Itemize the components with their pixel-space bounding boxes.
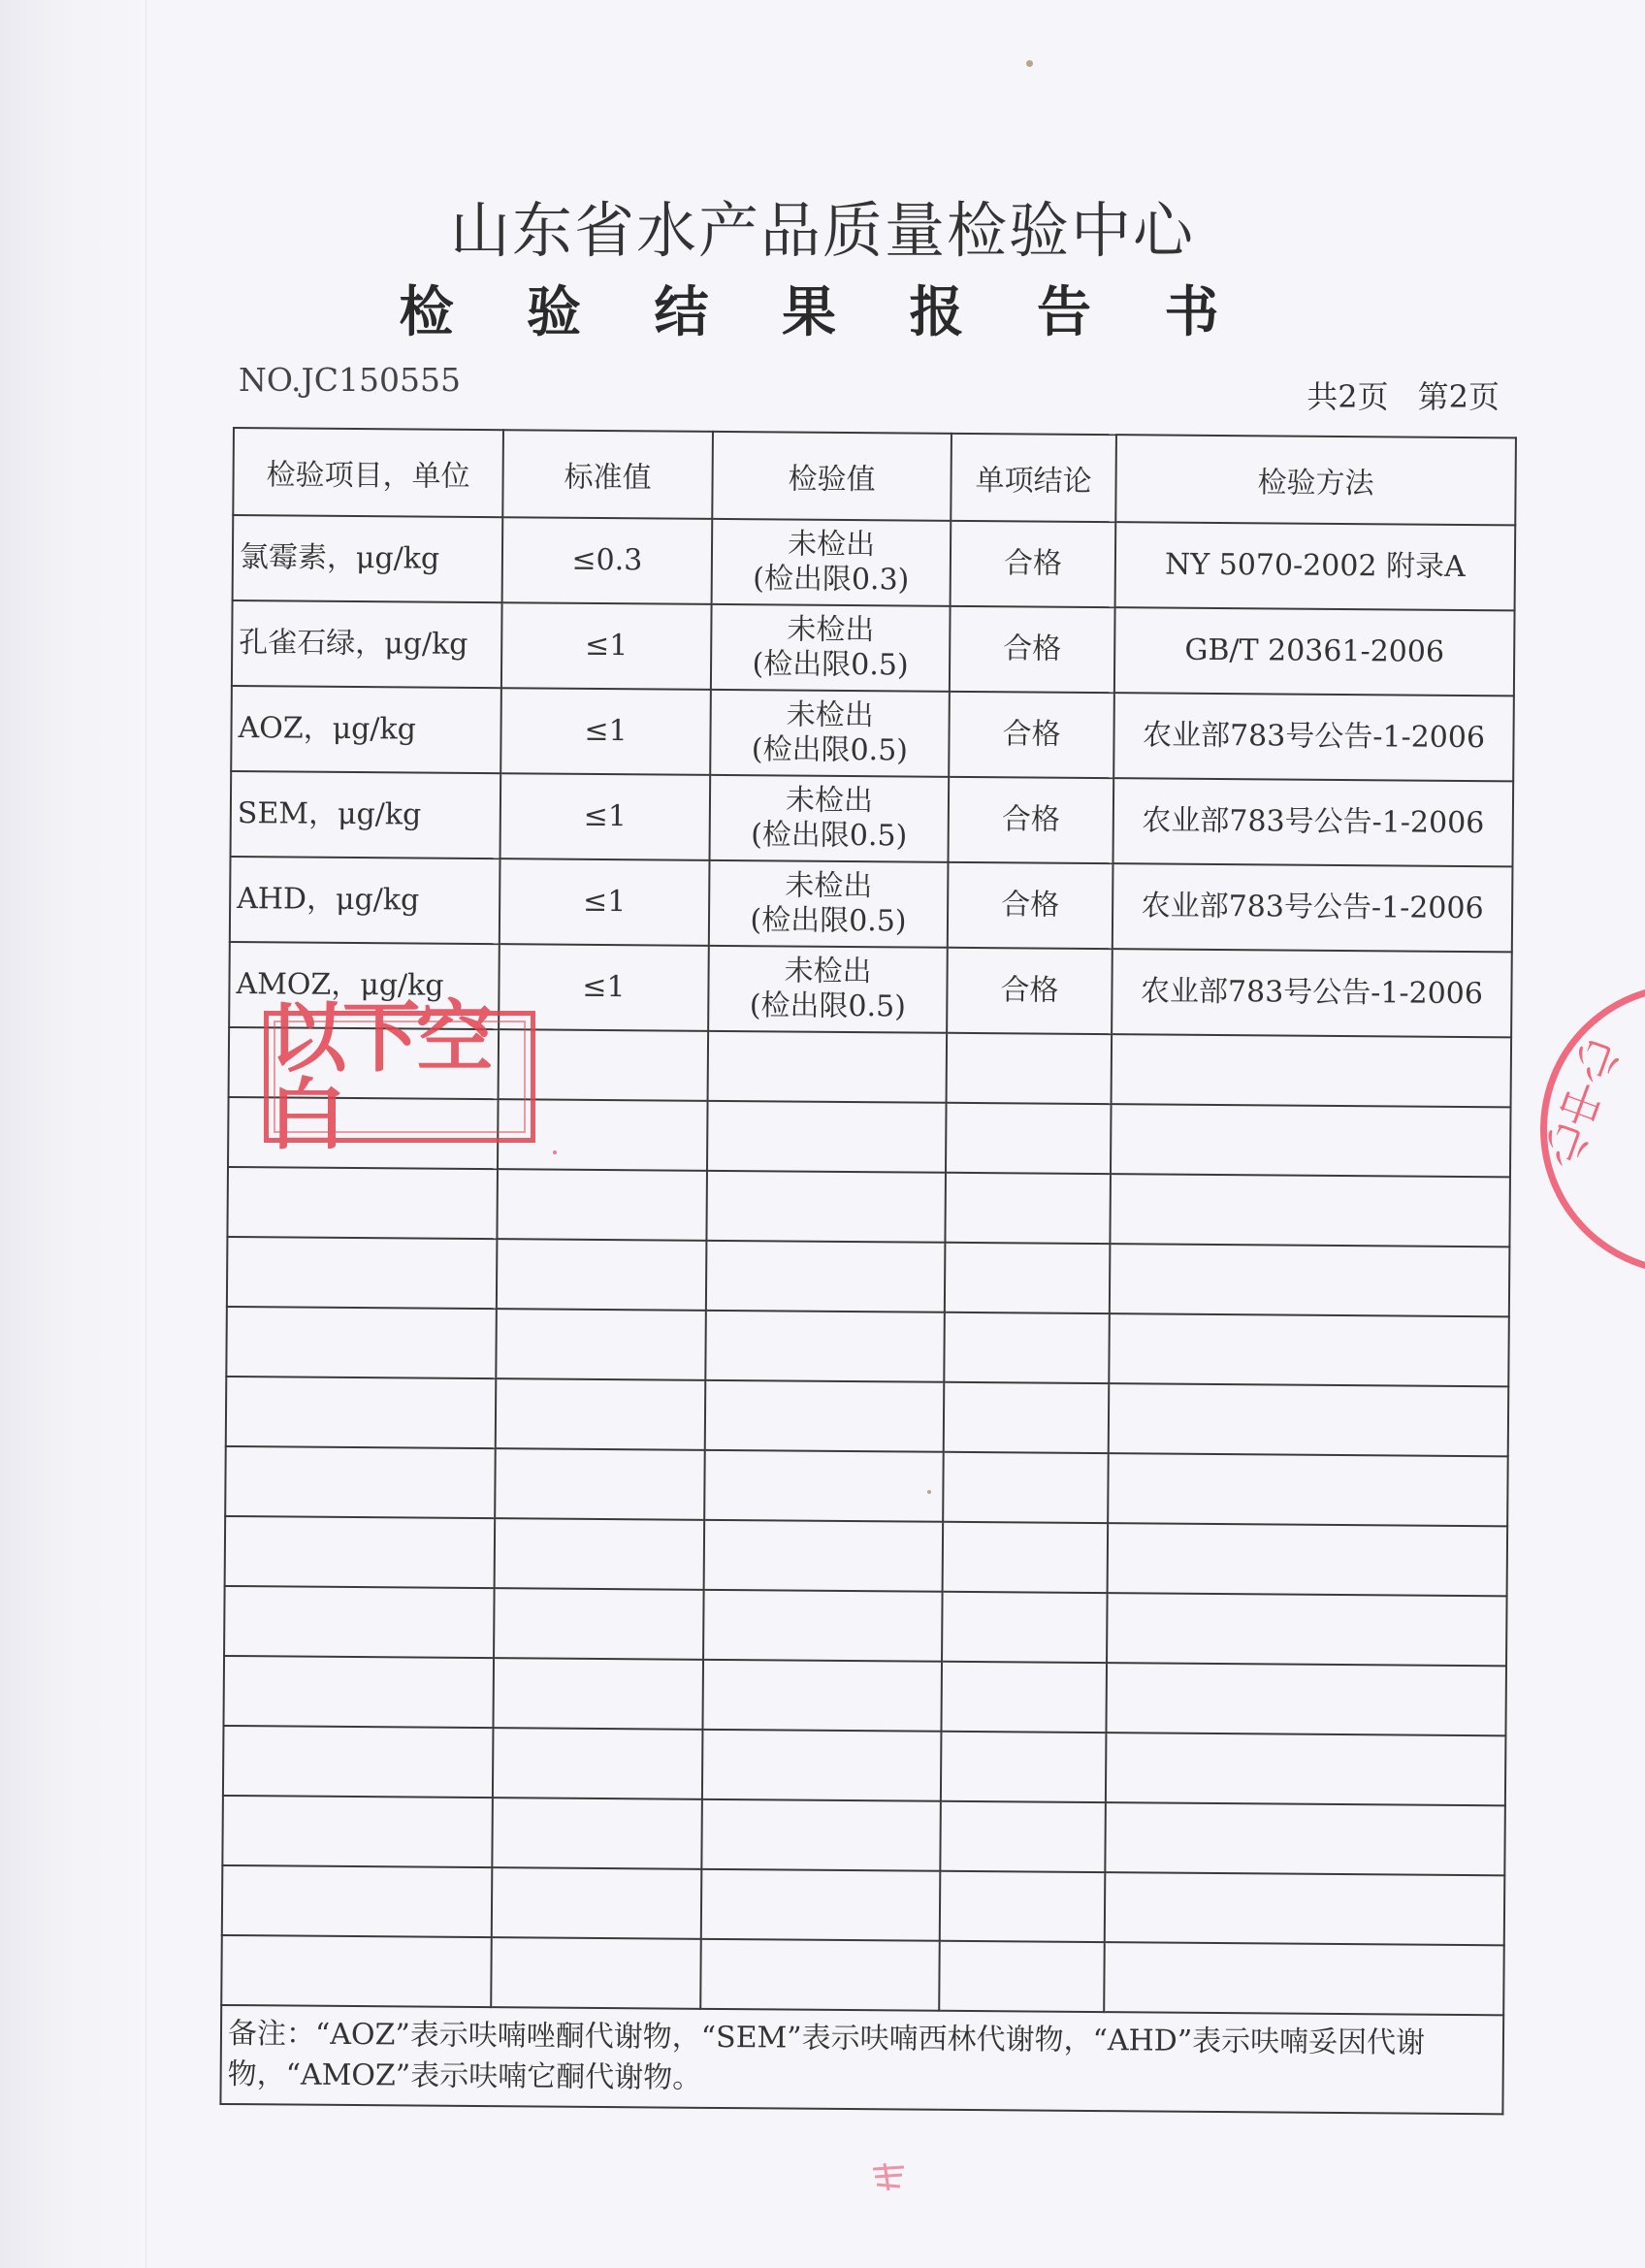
blank-cell bbox=[227, 1237, 498, 1309]
detection-limit-text: (检出限0.5) bbox=[752, 647, 909, 683]
blank-cell bbox=[704, 1450, 944, 1522]
blank-cell bbox=[493, 1728, 703, 1799]
method-cell: NY 5070-2002 附录A bbox=[1115, 522, 1516, 610]
result-text: 未检出 bbox=[785, 868, 873, 904]
blank-cell bbox=[702, 1730, 942, 1801]
paper-speck bbox=[927, 1490, 931, 1494]
table-row bbox=[230, 857, 1513, 952]
column-header: 检验值 bbox=[712, 432, 952, 521]
blank-cell bbox=[226, 1377, 497, 1448]
seal-overlap-mark bbox=[869, 2159, 908, 2194]
blank-cell bbox=[227, 1167, 498, 1239]
blank-cell bbox=[226, 1307, 497, 1378]
item-cell: SEM，μg/kg bbox=[231, 771, 501, 859]
table-row bbox=[231, 686, 1514, 781]
seal-text: 心中心 bbox=[1536, 1032, 1631, 1178]
institution-title: 山东省水产品质量检验中心 bbox=[449, 195, 1195, 266]
blank-cell bbox=[941, 1732, 1107, 1802]
blank-cell bbox=[497, 1239, 707, 1311]
blank-cell bbox=[1105, 1802, 1505, 1875]
blank-row bbox=[227, 1167, 1510, 1247]
note-row bbox=[220, 2005, 1503, 2114]
blank-cell bbox=[945, 1173, 1111, 1244]
blank-cell bbox=[491, 1937, 701, 2009]
blank-cell bbox=[221, 1935, 492, 2007]
blank-row bbox=[227, 1237, 1510, 1316]
result-text: 未检出 bbox=[787, 527, 876, 563]
blank-cell bbox=[703, 1590, 943, 1662]
blank-cell bbox=[224, 1586, 495, 1658]
blank-cell bbox=[701, 1799, 941, 1871]
blank-cell bbox=[702, 1660, 942, 1732]
blank-cell bbox=[496, 1378, 706, 1450]
paper-speck bbox=[553, 1150, 557, 1154]
blank-cell bbox=[496, 1309, 706, 1380]
conclusion-cell: 合格 bbox=[949, 692, 1114, 778]
blank-row bbox=[222, 1796, 1505, 1875]
blank-cell bbox=[701, 1869, 941, 1941]
blank-cell bbox=[223, 1726, 494, 1798]
detection-limit-text: (检出限0.5) bbox=[749, 988, 907, 1024]
blank-cell bbox=[943, 1522, 1109, 1593]
blank-cell bbox=[1108, 1523, 1508, 1596]
result-cell bbox=[712, 519, 952, 606]
blank-cell bbox=[1109, 1313, 1509, 1386]
result-text: 未检出 bbox=[787, 612, 875, 648]
blank-cell bbox=[1107, 1593, 1507, 1666]
blank-row bbox=[224, 1586, 1507, 1666]
blank-cell bbox=[1111, 1104, 1511, 1177]
method-cell: GB/T 20361-2006 bbox=[1114, 607, 1515, 696]
blank-cell bbox=[944, 1382, 1110, 1453]
blank-cell bbox=[940, 1801, 1106, 1872]
column-header: 标准值 bbox=[502, 430, 713, 519]
standard-cell: ≤0.3 bbox=[502, 517, 713, 604]
blank-row bbox=[223, 1726, 1506, 1805]
blank-row bbox=[226, 1377, 1509, 1456]
standard-cell: ≤1 bbox=[500, 859, 710, 946]
blank-cell bbox=[708, 1031, 948, 1103]
item-cell: AHD，μg/kg bbox=[230, 857, 500, 944]
blank-cell bbox=[946, 1103, 1112, 1174]
blank-row bbox=[225, 1446, 1508, 1526]
column-header: 检验方法 bbox=[1115, 435, 1516, 525]
method-cell: 农业部783号公告-1-2006 bbox=[1112, 949, 1512, 1037]
conclusion-cell: 合格 bbox=[950, 606, 1115, 693]
result-text: 未检出 bbox=[784, 954, 872, 989]
blank-cell bbox=[939, 1941, 1105, 2012]
blank-cell bbox=[222, 1865, 493, 1937]
conclusion-cell: 合格 bbox=[951, 521, 1116, 607]
item-cell: AMOZ，μg/kg bbox=[229, 942, 500, 1029]
blank-cell bbox=[494, 1588, 704, 1660]
blank-row bbox=[226, 1307, 1509, 1386]
result-cell bbox=[709, 860, 949, 948]
document-type-title: 检 验 结 果 报 告 书 bbox=[399, 280, 1246, 344]
item-cell: 孔雀石绿，μg/kg bbox=[232, 600, 502, 688]
standard-cell: ≤1 bbox=[501, 602, 712, 690]
blank-cell bbox=[495, 1448, 705, 1520]
blank-cell bbox=[947, 1033, 1113, 1104]
blank-cell bbox=[1105, 1872, 1505, 1945]
blank-cell bbox=[943, 1452, 1109, 1523]
blank-cell bbox=[1104, 1942, 1504, 2015]
detection-limit-text: (检出限0.5) bbox=[751, 818, 908, 854]
column-header: 单项结论 bbox=[951, 434, 1116, 522]
blank-cell bbox=[1110, 1174, 1510, 1247]
blank-cell bbox=[497, 1169, 707, 1241]
item-cell: 氯霉素，μg/kg bbox=[233, 515, 503, 602]
blank-cell bbox=[223, 1656, 494, 1728]
conclusion-cell: 合格 bbox=[947, 948, 1113, 1034]
blank-cell bbox=[944, 1312, 1110, 1383]
result-text: 未检出 bbox=[786, 697, 874, 733]
paper-speck bbox=[1026, 60, 1033, 67]
blank-cell bbox=[492, 1867, 702, 1939]
result-cell bbox=[708, 946, 948, 1033]
item-cell: AOZ，μg/kg bbox=[231, 686, 501, 773]
blank-cell bbox=[706, 1241, 946, 1312]
standard-cell: ≤1 bbox=[500, 773, 711, 860]
blank-cell bbox=[700, 1939, 940, 2011]
blank-cell bbox=[493, 1658, 703, 1730]
blank-cell bbox=[704, 1520, 944, 1592]
result-text: 未检出 bbox=[785, 783, 874, 819]
standard-cell: ≤1 bbox=[499, 944, 709, 1031]
detection-limit-text: (检出限0.3) bbox=[753, 562, 910, 598]
blank-cell bbox=[222, 1796, 493, 1867]
blank-cell bbox=[942, 1592, 1108, 1663]
table-header-row bbox=[233, 428, 1516, 525]
conclusion-cell: 合格 bbox=[948, 862, 1113, 949]
method-cell: 农业部783号公告-1-2006 bbox=[1113, 778, 1513, 866]
blank-cell bbox=[707, 1101, 947, 1173]
blank-cell bbox=[706, 1171, 946, 1243]
result-cell bbox=[711, 604, 951, 692]
method-cell: 农业部783号公告-1-2006 bbox=[1113, 863, 1513, 952]
blank-row bbox=[221, 1935, 1504, 2015]
table-row bbox=[231, 771, 1514, 866]
blank-cell bbox=[225, 1446, 496, 1518]
blank-below-stamp: 以下空白 bbox=[264, 1011, 535, 1143]
blank-cell bbox=[941, 1662, 1107, 1733]
blank-cell bbox=[1110, 1244, 1510, 1316]
conclusion-cell: 合格 bbox=[948, 777, 1113, 863]
blank-cell bbox=[945, 1243, 1111, 1313]
blank-cell bbox=[705, 1311, 945, 1382]
blank-cell bbox=[940, 1871, 1106, 1942]
blank-row bbox=[223, 1656, 1506, 1735]
method-cell: 农业部783号公告-1-2006 bbox=[1113, 693, 1514, 781]
standard-cell: ≤1 bbox=[500, 688, 711, 775]
blank-cell bbox=[705, 1380, 945, 1452]
result-cell bbox=[710, 690, 950, 777]
table-row bbox=[233, 515, 1516, 610]
blank-cell bbox=[1112, 1034, 1512, 1107]
result-cell bbox=[710, 775, 950, 862]
blank-cell bbox=[1109, 1383, 1509, 1456]
blank-cell bbox=[495, 1518, 705, 1590]
blank-cell bbox=[1108, 1453, 1508, 1526]
blank-row bbox=[222, 1865, 1505, 1945]
report-number: NO.JC150555 bbox=[239, 361, 461, 399]
blank-row bbox=[225, 1516, 1508, 1596]
results-table bbox=[219, 427, 1517, 2115]
column-header: 检验项目，单位 bbox=[233, 428, 503, 517]
page-count bbox=[1306, 373, 1500, 417]
note-text: 备注：“AOZ”表示呋喃唑酮代谢物，“SEM”表示呋喃西林代谢物，“AHD”表示呋喃妥因代谢物，“AMOZ”表示呋喃它酮代谢物。 bbox=[220, 2005, 1503, 2114]
blank-cell bbox=[1106, 1733, 1506, 1805]
detection-limit-text: (检出限0.5) bbox=[750, 903, 907, 939]
detection-limit-text: (检出限0.5) bbox=[751, 732, 909, 768]
current-page: 第2页 bbox=[1417, 378, 1500, 415]
blank-cell bbox=[1106, 1663, 1506, 1735]
table-row bbox=[232, 600, 1515, 696]
total-pages: 共2页 bbox=[1306, 378, 1389, 415]
blank-cell bbox=[225, 1516, 496, 1588]
blank-cell bbox=[492, 1798, 702, 1869]
